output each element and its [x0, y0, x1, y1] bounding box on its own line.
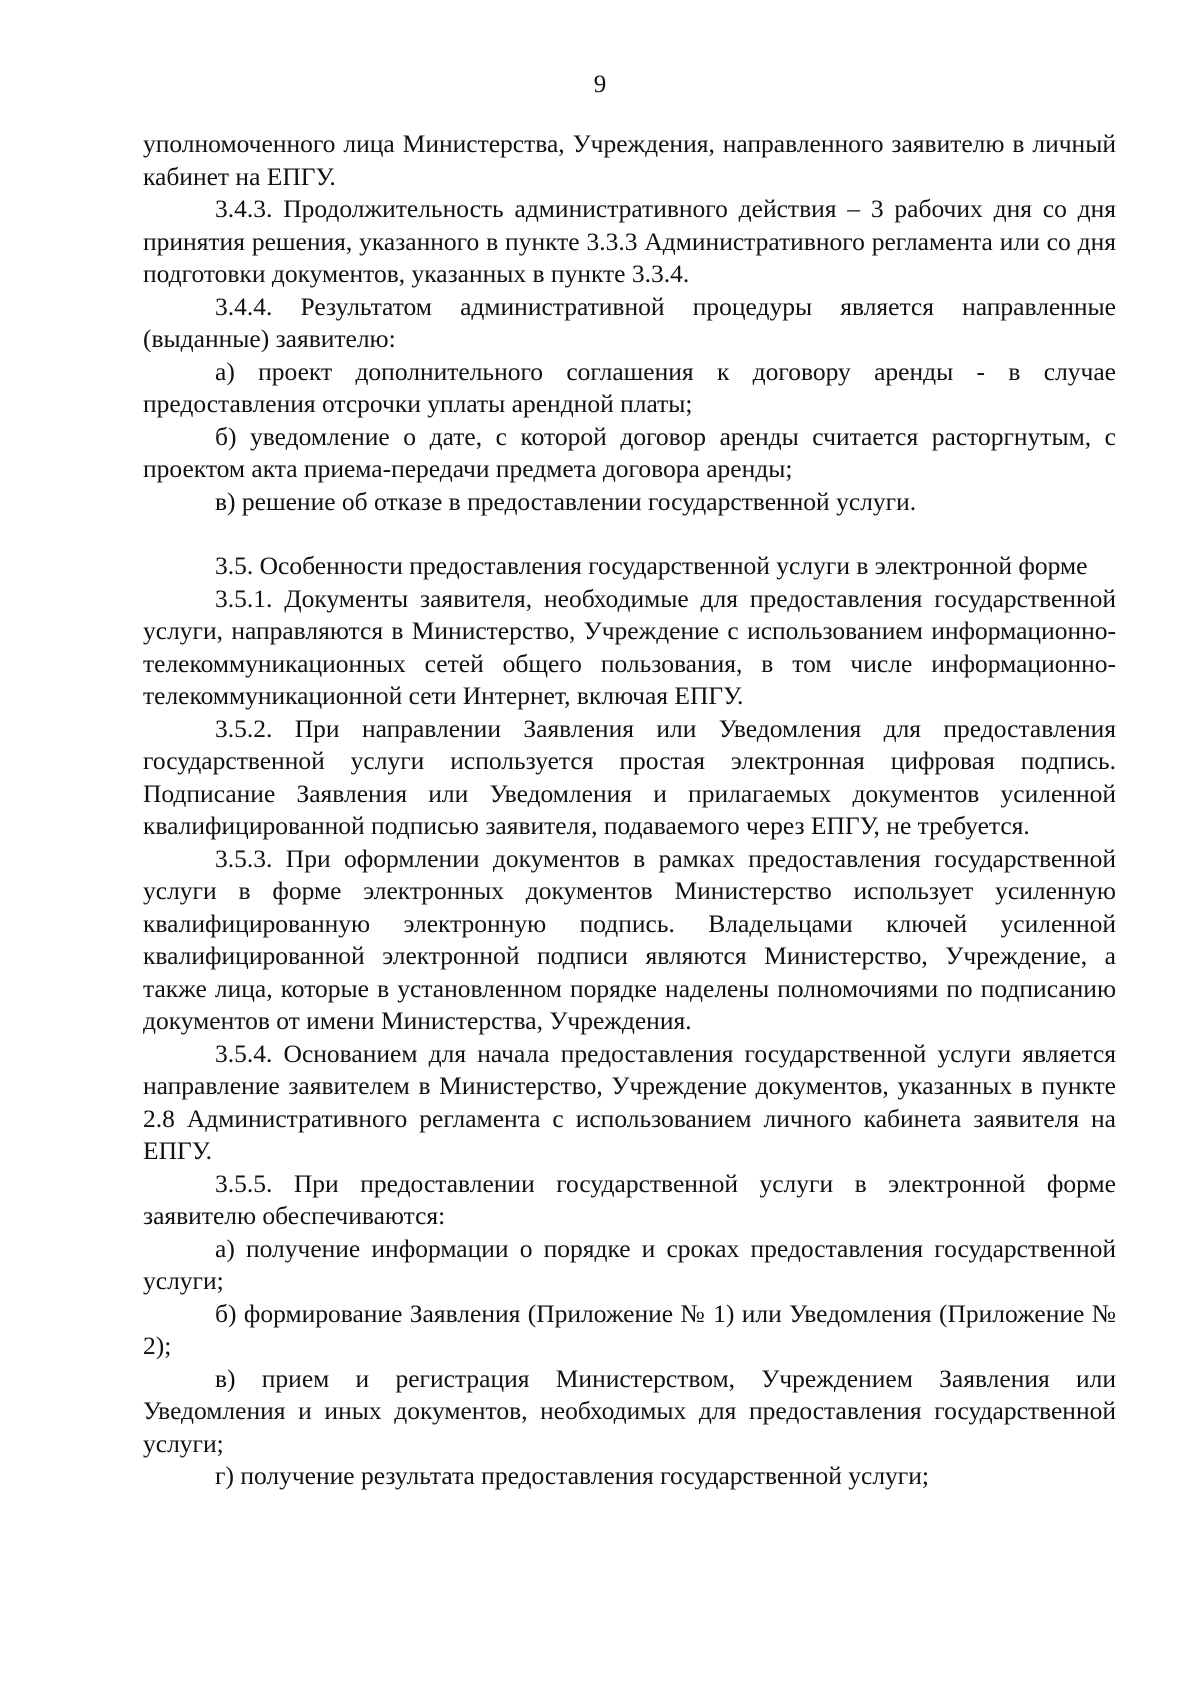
- section-heading-3-5: 3.5. Особенности предоставления государственной услуги в электронной форме: [215, 551, 1088, 580]
- paragraph-3-5-2: 3.5.2. При направлении Заявления или Уведомления для предоставления государственной услуги используется простая электронная цифровая подпись. Подписание Заявления или Уведомления и прилагаемых документов усиленной квалифицированной подписью заявителя, подаваемого через ЕПГУ, не требуется.: [143, 713, 1116, 840]
- document-body: [143, 128, 1116, 1493]
- paragraph-3-4-4: 3.4.4. Результатом административной процедуры является направленные (выданные) заявителю:: [143, 291, 1116, 353]
- list-item-3-5-5-b: б) формирование Заявления (Приложение № 1) или Уведомления (Приложение № 2);: [143, 1298, 1116, 1360]
- list-item-3-4-4-c: в) решение об отказе в предоставлении государственной услуги.: [215, 486, 917, 516]
- list-item-3-4-4-b: б) уведомление о дате, с которой договор аренды считается расторгнутым, с проектом акта приема-передачи предмета договора аренды;: [143, 421, 1116, 483]
- paragraph-3-5-4: 3.5.4. Основанием для начала предоставления государственной услуги является направление заявителем в Министерство, Учреждение документов, указанных в пункте 2.8 Административного регламента с использованием личного кабинета заявителя на ЕПГУ.: [143, 1038, 1116, 1165]
- paragraph-3-5-1: 3.5.1. Документы заявителя, необходимые для предоставления государственной услуги, направляются в Министерство, Учреждение с использованием информационно-телекоммуникационных сетей общего пользования, в том числе информационно-телекоммуникационной сети Интернет, включая ЕПГУ.: [143, 583, 1116, 710]
- section-spacer: [143, 518, 1116, 550]
- list-item-3-5-5-a: а) получение информации о порядке и сроках предоставления государственной услуги;: [143, 1233, 1116, 1295]
- list-item-3-4-4-a: а) проект дополнительного соглашения к договору аренды - в случае предоставления отсрочки уплаты арендной платы;: [143, 356, 1116, 418]
- list-item-3-5-5-d: г) получение результата предоставления государственной услуги;: [215, 1461, 929, 1490]
- paragraph-3-4-3: 3.4.3. Продолжительность административного действия – 3 рабочих дня со дня принятия решения, указанного в пункте 3.3.3 Административного регламента или со дня подготовки документов, указанных в пункте 3.3.4.: [143, 194, 1116, 288]
- paragraph-3-5-3: 3.5.3. При оформлении документов в рамках предоставления государственной услуги в форме электронных документов Министерство использует усиленную квалифицированную электронную подпись. Владельцами ключей усиленной квалифицированной электронной подписи являются Министерство, Учреждение, а также лица, которые в установленном порядке наделены полномочиями по подписанию документов от имени Министерства, Учреждения.: [143, 843, 1116, 1035]
- list-item-3-5-5-c: в) прием и регистрация Министерством, Учреждением Заявления или Уведомления и иных документов, необходимых для предоставления государственной услуги;: [143, 1363, 1116, 1458]
- page-number: 9: [593, 71, 607, 98]
- paragraph-3-5-5: 3.5.5. При предоставлении государственной услуги в электронной форме заявителю обеспечиваются:: [143, 1168, 1116, 1230]
- paragraph-continuation: уполномоченного лица Министерства, Учреждения, направленного заявителю в личный кабинет на ЕПГУ.: [143, 129, 1116, 191]
